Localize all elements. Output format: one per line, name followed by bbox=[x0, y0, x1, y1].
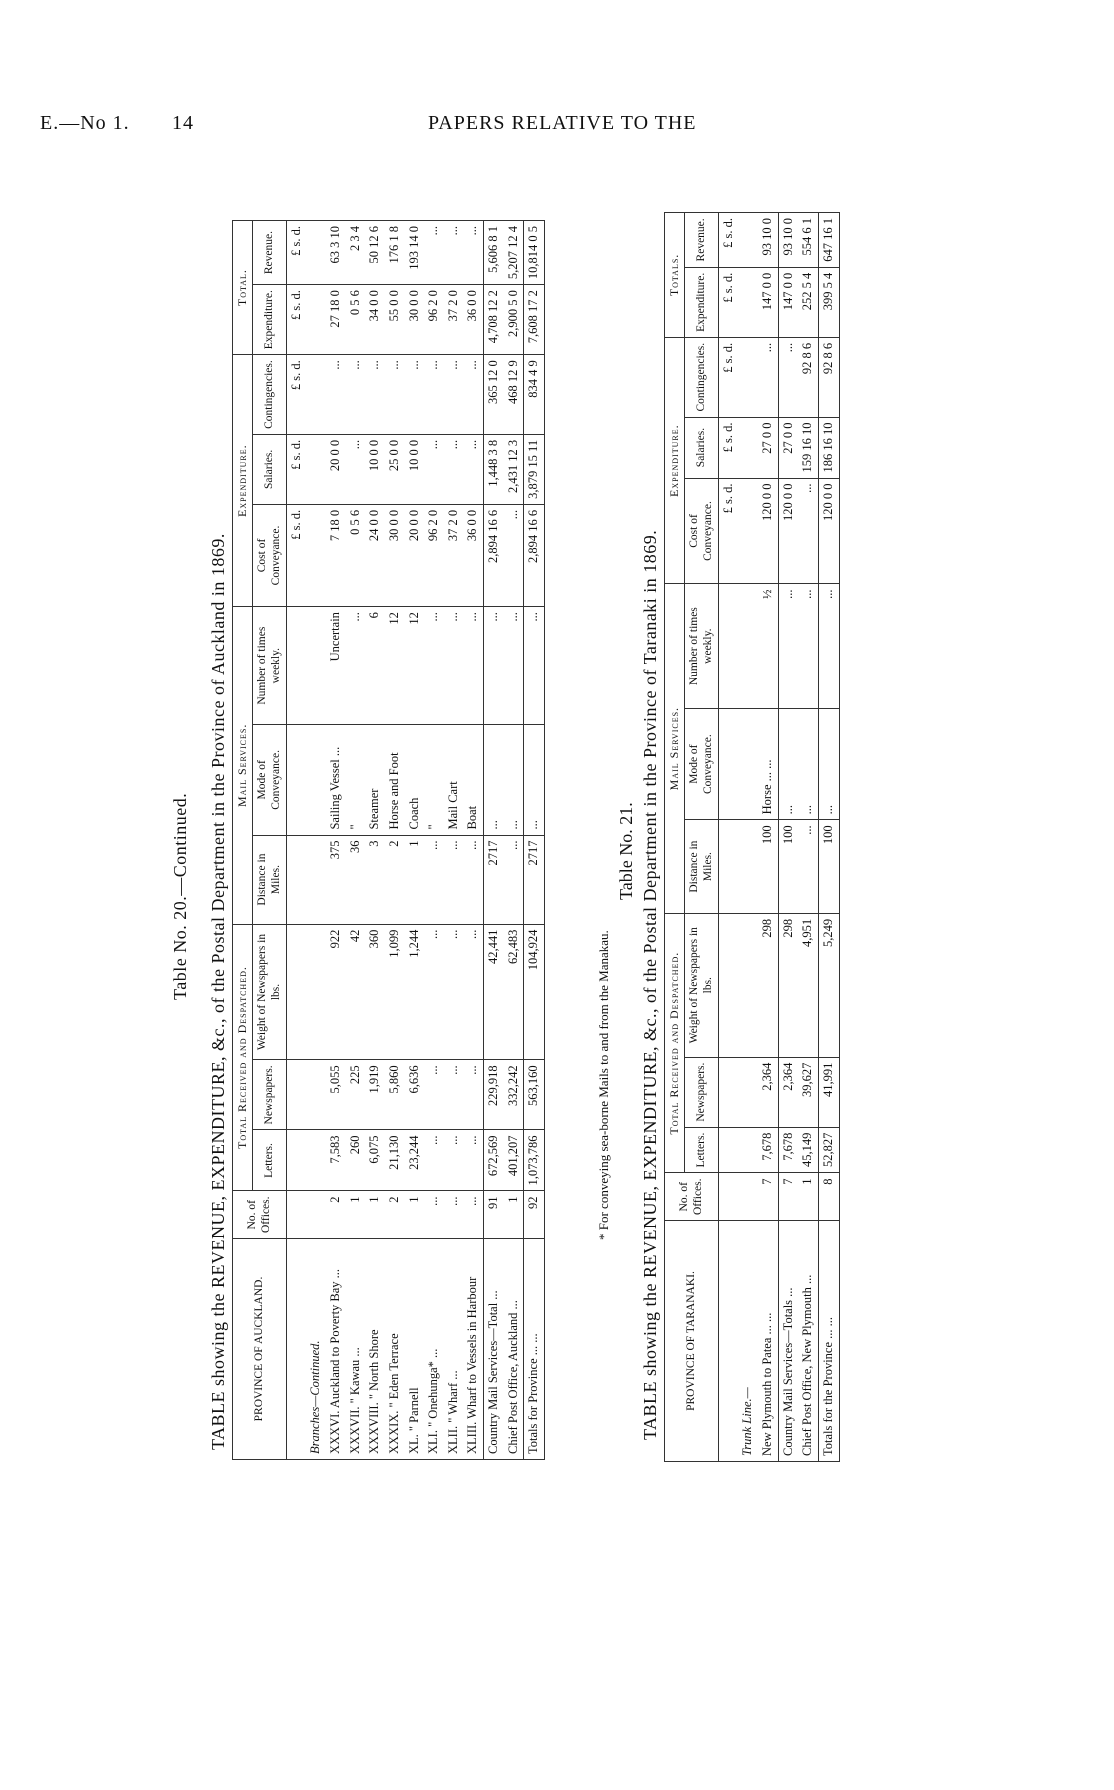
cell-newspapers: 229,918 bbox=[484, 1060, 504, 1130]
t20-h-distance: Distance in Miles. bbox=[253, 835, 287, 924]
t21-h-expenditure: Expenditure. bbox=[665, 337, 685, 584]
cell-distance: 2 bbox=[385, 835, 405, 924]
cell-contingencies: 834 4 9 bbox=[524, 355, 545, 435]
t20-h-cost: Cost of Conveyance. bbox=[253, 504, 287, 606]
cell-distance: 2717 bbox=[524, 835, 545, 924]
cell-contingencies bbox=[738, 337, 758, 417]
t21-h-contingencies: Contingencies. bbox=[685, 337, 719, 417]
cell-expenditure: 34 0 0 bbox=[365, 285, 385, 355]
cell-newspapers: ... bbox=[444, 1060, 464, 1130]
cell-times bbox=[306, 607, 326, 725]
cell-offices: 1 bbox=[365, 1191, 385, 1239]
cell-newspapers bbox=[738, 1057, 758, 1127]
cell-salaries: ... bbox=[444, 434, 464, 504]
cell-revenue: 93 10 0 bbox=[758, 213, 778, 268]
cell-salaries: 3,879 15 11 bbox=[524, 434, 545, 504]
cell-offices: 1 bbox=[504, 1191, 524, 1239]
cell-revenue: ... bbox=[463, 221, 483, 285]
cell-offices: 92 bbox=[524, 1191, 545, 1239]
t20-lsd-contingencies: £ s. d. bbox=[286, 355, 306, 435]
cell-cost: 2,894 16 6 bbox=[524, 504, 545, 606]
t20-lsd-expenditure: £ s. d. bbox=[286, 285, 306, 355]
cell-offices: 2 bbox=[326, 1191, 346, 1239]
table-row bbox=[346, 221, 366, 1460]
cell-distance: ... bbox=[424, 835, 444, 924]
t21-lsd-cost: £ s. d. bbox=[718, 478, 738, 584]
t21-h-salaries: Salaries. bbox=[685, 417, 719, 478]
cell-weight: 298 bbox=[758, 913, 778, 1057]
cell-letters: 401,207 bbox=[504, 1130, 524, 1191]
cell-distance: 1 bbox=[405, 835, 425, 924]
cell-expenditure: 147 0 0 bbox=[758, 267, 778, 337]
cell-mode bbox=[306, 725, 326, 835]
cell-revenue: 93 10 0 bbox=[778, 213, 798, 268]
cell-name: Country Mail Services—Total ... bbox=[484, 1239, 504, 1460]
cell-cost: ... bbox=[504, 504, 524, 606]
cell-cost: 37 2 0 bbox=[444, 504, 464, 606]
cell-mode: Horse and Foot bbox=[385, 725, 405, 835]
cell-weight: ... bbox=[444, 924, 464, 1060]
cell-weight bbox=[738, 913, 758, 1057]
table20-title: TABLE showing the REVENUE, EXPENDITURE, &c., of the Postal Department in the Province of Auckland in 1869. bbox=[208, 533, 228, 1450]
cell-times: Uncertain bbox=[326, 607, 346, 725]
cell-expenditure bbox=[306, 285, 326, 355]
cell-letters: 21,130 bbox=[385, 1130, 405, 1191]
cell-expenditure: 7,608 17 2 bbox=[524, 285, 545, 355]
cell-salaries: 25 0 0 bbox=[385, 434, 405, 504]
cell-distance: ... bbox=[504, 835, 524, 924]
cell-salaries: 2,431 12 3 bbox=[504, 434, 524, 504]
t20-h-province: PROVINCE OF AUCKLAND. bbox=[233, 1239, 287, 1460]
cell-times: ... bbox=[484, 607, 504, 725]
cell-weight: 922 bbox=[326, 924, 346, 1060]
t20-h-salaries: Salaries. bbox=[253, 434, 287, 504]
cell-mode: " bbox=[346, 725, 366, 835]
cell-cost: 0 5 6 bbox=[346, 504, 366, 606]
t21-h-total-received: Total Received and Despatched. bbox=[665, 913, 685, 1173]
cell-name: Totals for the Province ... ... bbox=[818, 1221, 839, 1462]
cell-expenditure: 4,708 12 2 bbox=[484, 285, 504, 355]
cell-distance: 36 bbox=[346, 835, 366, 924]
cell-weight: 360 bbox=[365, 924, 385, 1060]
cell-name: Branches—Continued. bbox=[306, 1239, 326, 1460]
cell-expenditure bbox=[738, 267, 758, 337]
cell-times bbox=[738, 584, 758, 708]
page-number: 14 bbox=[172, 112, 194, 134]
cell-name: Totals for Province ... ... bbox=[524, 1239, 545, 1460]
cell-newspapers: 563,160 bbox=[524, 1060, 545, 1130]
cell-contingencies: ... bbox=[463, 355, 483, 435]
cell-revenue: 5,207 12 4 bbox=[504, 221, 524, 285]
table-row bbox=[484, 221, 504, 1460]
cell-contingencies: 92 8 6 bbox=[798, 337, 818, 417]
cell-distance: ... bbox=[444, 835, 464, 924]
cell-salaries: 20 0 0 bbox=[326, 434, 346, 504]
cell-name: XXXVII. " Kawau ... bbox=[346, 1239, 366, 1460]
cell-weight: 1,099 bbox=[385, 924, 405, 1060]
cell-revenue: 176 1 8 bbox=[385, 221, 405, 285]
cell-weight: 298 bbox=[778, 913, 798, 1057]
cell-mode bbox=[738, 708, 758, 819]
cell-salaries: 10 0 0 bbox=[365, 434, 385, 504]
cell-salaries: 186 16 10 bbox=[818, 417, 839, 478]
t21-h-revenue: Revenue. bbox=[685, 213, 719, 268]
cell-salaries bbox=[738, 417, 758, 478]
cell-newspapers: 6,636 bbox=[405, 1060, 425, 1130]
t20-lsd-revenue: £ s. d. bbox=[286, 221, 306, 285]
cell-name: XLII. " Wharf ... bbox=[444, 1239, 464, 1460]
t21-h-total-expenditure: Expenditure. bbox=[685, 267, 719, 337]
t21-lsd-expenditure: £ s. d. bbox=[718, 267, 738, 337]
cell-times: 12 bbox=[405, 607, 425, 725]
cell-times: 12 bbox=[385, 607, 405, 725]
cell-letters: 6,075 bbox=[365, 1130, 385, 1191]
cell-letters: 7,678 bbox=[758, 1127, 778, 1173]
cell-weight: 1,244 bbox=[405, 924, 425, 1060]
cell-mode: Mail Cart bbox=[444, 725, 464, 835]
cell-offices: ... bbox=[463, 1191, 483, 1239]
cell-contingencies: ... bbox=[405, 355, 425, 435]
cell-offices: ... bbox=[424, 1191, 444, 1239]
cell-mode: ... bbox=[818, 708, 839, 819]
cell-mode: Coach bbox=[405, 725, 425, 835]
t21-h-province: PROVINCE OF TARANAKI. bbox=[665, 1221, 719, 1462]
cell-name: XXXVI. Auckland to Poverty Bay ... bbox=[326, 1239, 346, 1460]
cell-name: XXXIX. " Eden Terrace bbox=[385, 1239, 405, 1460]
cell-mode: Boat bbox=[463, 725, 483, 835]
cell-times: ... bbox=[524, 607, 545, 725]
cell-expenditure: 252 5 4 bbox=[798, 267, 818, 337]
cell-salaries: ... bbox=[424, 434, 444, 504]
cell-newspapers: 5,055 bbox=[326, 1060, 346, 1130]
cell-weight: 42,441 bbox=[484, 924, 504, 1060]
cell-letters bbox=[306, 1130, 326, 1191]
table-row bbox=[424, 221, 444, 1460]
cell-contingencies: ... bbox=[424, 355, 444, 435]
cell-expenditure: 96 2 0 bbox=[424, 285, 444, 355]
cell-contingencies: ... bbox=[778, 337, 798, 417]
cell-newspapers: 225 bbox=[346, 1060, 366, 1130]
cell-offices: ... bbox=[444, 1191, 464, 1239]
cell-newspapers: 1,919 bbox=[365, 1060, 385, 1130]
table20-label: Table No. 20.—Continued. bbox=[170, 792, 190, 1000]
cell-newspapers: 2,364 bbox=[758, 1057, 778, 1127]
cell-times: ... bbox=[424, 607, 444, 725]
cell-name: Chief Post Office, New Plymouth ... bbox=[798, 1221, 818, 1462]
cell-letters: 23,244 bbox=[405, 1130, 425, 1191]
table20 bbox=[232, 220, 545, 1460]
cell-offices: 8 bbox=[818, 1173, 839, 1221]
cell-name: Chief Post Office, Auckland ... bbox=[504, 1239, 524, 1460]
cell-weight: 62,483 bbox=[504, 924, 524, 1060]
cell-revenue bbox=[738, 213, 758, 268]
cell-letters: 7,678 bbox=[778, 1127, 798, 1173]
cell-letters: 52,827 bbox=[818, 1127, 839, 1173]
cell-cost: 96 2 0 bbox=[424, 504, 444, 606]
cell-expenditure: 399 5 4 bbox=[818, 267, 839, 337]
cell-expenditure: 2,900 5 0 bbox=[504, 285, 524, 355]
table-row bbox=[385, 221, 405, 1460]
table-row bbox=[758, 213, 778, 1462]
cell-salaries: ... bbox=[463, 434, 483, 504]
cell-expenditure: 55 0 0 bbox=[385, 285, 405, 355]
cell-cost: 36 0 0 bbox=[463, 504, 483, 606]
cell-expenditure: 147 0 0 bbox=[778, 267, 798, 337]
cell-weight: 4,951 bbox=[798, 913, 818, 1057]
cell-offices: 7 bbox=[758, 1173, 778, 1221]
running-title: PAPERS RELATIVE TO THE bbox=[428, 112, 697, 134]
t21-h-cost: Cost of Conveyance. bbox=[685, 478, 719, 584]
table-row bbox=[463, 221, 483, 1460]
t20-h-newspapers: Newspapers. bbox=[253, 1060, 287, 1130]
cell-cost: ... bbox=[798, 478, 818, 584]
cell-name: New Plymouth to Patea ... ... bbox=[758, 1221, 778, 1462]
cell-letters bbox=[738, 1127, 758, 1173]
cell-contingencies bbox=[306, 355, 326, 435]
cell-mode: Horse ... ... bbox=[758, 708, 778, 819]
cell-salaries bbox=[306, 434, 326, 504]
cell-letters: 260 bbox=[346, 1130, 366, 1191]
t20-lsd-cost: £ s. d. bbox=[286, 504, 306, 606]
page-header bbox=[0, 112, 1114, 142]
cell-weight: 5,249 bbox=[818, 913, 839, 1057]
cell-times: ... bbox=[798, 584, 818, 708]
cell-salaries: 159 16 10 bbox=[798, 417, 818, 478]
cell-newspapers: 41,991 bbox=[818, 1057, 839, 1127]
cell-salaries: 27 0 0 bbox=[758, 417, 778, 478]
cell-offices: 2 bbox=[385, 1191, 405, 1239]
t20-h-times: Number of times weekly. bbox=[253, 607, 287, 725]
cell-weight: ... bbox=[463, 924, 483, 1060]
table21-label: Table No. 21. bbox=[616, 802, 636, 900]
table20-footnote: * For conveying sea-borne Mails to and from the Manakau. bbox=[596, 930, 611, 1240]
t21-lsd-salaries: £ s. d. bbox=[718, 417, 738, 478]
cell-offices bbox=[738, 1173, 758, 1221]
t20-h-mail-services: Mail Services. bbox=[233, 607, 253, 925]
cell-expenditure: 30 0 0 bbox=[405, 285, 425, 355]
cell-weight: 104,924 bbox=[524, 924, 545, 1060]
table21-body bbox=[738, 213, 839, 1462]
cell-cost bbox=[738, 478, 758, 584]
t20-h-total-expenditure: Expenditure. bbox=[253, 285, 287, 355]
cell-revenue: 5,606 8 1 bbox=[484, 221, 504, 285]
cell-contingencies: ... bbox=[758, 337, 778, 417]
cell-distance: ... bbox=[798, 820, 818, 914]
cell-times: 6 bbox=[365, 607, 385, 725]
t21-h-mail-services: Mail Services. bbox=[665, 584, 685, 913]
t21-h-offices: No. of Offices. bbox=[665, 1173, 719, 1221]
cell-newspapers: ... bbox=[424, 1060, 444, 1130]
cell-expenditure: 37 2 0 bbox=[444, 285, 464, 355]
cell-name: XLI. " Onehunga* ... bbox=[424, 1239, 444, 1460]
cell-distance: ... bbox=[463, 835, 483, 924]
cell-times: ... bbox=[778, 584, 798, 708]
table20-container bbox=[232, 220, 545, 1460]
table21-container bbox=[664, 212, 840, 1462]
cell-cost: 120 0 0 bbox=[758, 478, 778, 584]
table-row bbox=[818, 213, 839, 1462]
t20-h-total: Total. bbox=[233, 221, 253, 355]
t21-h-mode: Mode of Conveyance. bbox=[685, 708, 719, 819]
cell-offices: 91 bbox=[484, 1191, 504, 1239]
cell-mode: ... bbox=[524, 725, 545, 835]
cell-revenue: 647 16 1 bbox=[818, 213, 839, 268]
cell-name: Country Mail Services—Totals ... bbox=[778, 1221, 798, 1462]
cell-cost: 7 18 0 bbox=[326, 504, 346, 606]
t20-h-revenue: Revenue. bbox=[253, 221, 287, 285]
t20-h-expenditure: Expenditure. bbox=[233, 355, 253, 607]
cell-contingencies: ... bbox=[385, 355, 405, 435]
cell-cost: 120 0 0 bbox=[818, 478, 839, 584]
table20-body bbox=[306, 221, 544, 1460]
t20-h-contingencies: Contingencies. bbox=[253, 355, 287, 435]
t21-h-totals: Totals. bbox=[665, 213, 685, 338]
cell-offices bbox=[306, 1191, 326, 1239]
table-row bbox=[326, 221, 346, 1460]
cell-offices: 7 bbox=[778, 1173, 798, 1221]
cell-distance: 3 bbox=[365, 835, 385, 924]
t21-h-newspapers: Newspapers. bbox=[685, 1057, 719, 1127]
cell-name: XLIII. Wharf to Vessels in Harbour bbox=[463, 1239, 483, 1460]
cell-mode: ... bbox=[504, 725, 524, 835]
t20-h-offices: No. of Offices. bbox=[233, 1191, 287, 1239]
cell-weight: ... bbox=[424, 924, 444, 1060]
cell-revenue: ... bbox=[444, 221, 464, 285]
cell-offices: 1 bbox=[798, 1173, 818, 1221]
cell-cost: 2,894 16 6 bbox=[484, 504, 504, 606]
cell-letters: ... bbox=[463, 1130, 483, 1191]
cell-mode: Sailing Vessel ... bbox=[326, 725, 346, 835]
cell-offices: 1 bbox=[405, 1191, 425, 1239]
table-row bbox=[444, 221, 464, 1460]
cell-revenue: 10,814 0 5 bbox=[524, 221, 545, 285]
cell-salaries: 10 0 0 bbox=[405, 434, 425, 504]
table-row bbox=[738, 213, 758, 1462]
table21-title: TABLE showing the REVENUE, EXPENDITURE, &c., of the Postal Department in the Province of Taranaki in 1869. bbox=[640, 529, 660, 1440]
cell-contingencies: ... bbox=[346, 355, 366, 435]
cell-distance bbox=[306, 835, 326, 924]
table21 bbox=[664, 212, 840, 1462]
cell-weight: 42 bbox=[346, 924, 366, 1060]
cell-revenue bbox=[306, 221, 326, 285]
cell-letters: ... bbox=[424, 1130, 444, 1191]
doc-reference: E.—No 1. bbox=[40, 112, 130, 134]
cell-name: XL. " Parnell bbox=[405, 1239, 425, 1460]
cell-contingencies: 365 12 0 bbox=[484, 355, 504, 435]
cell-expenditure: 0 5 6 bbox=[346, 285, 366, 355]
table-row bbox=[365, 221, 385, 1460]
cell-distance: 100 bbox=[758, 820, 778, 914]
t20-h-weight: Weight of Newspapers in lbs. bbox=[253, 924, 287, 1060]
cell-contingencies: 468 12 9 bbox=[504, 355, 524, 435]
cell-revenue: ... bbox=[424, 221, 444, 285]
cell-times: ... bbox=[444, 607, 464, 725]
cell-times: ... bbox=[346, 607, 366, 725]
cell-salaries: ... bbox=[346, 434, 366, 504]
cell-times: ... bbox=[504, 607, 524, 725]
table-row bbox=[405, 221, 425, 1460]
cell-newspapers: 5,860 bbox=[385, 1060, 405, 1130]
cell-cost: 24 0 0 bbox=[365, 504, 385, 606]
t21-h-times: Number of times weekly. bbox=[685, 584, 719, 708]
cell-times: ... bbox=[818, 584, 839, 708]
cell-revenue: 554 6 1 bbox=[798, 213, 818, 268]
cell-salaries: 1,448 3 8 bbox=[484, 434, 504, 504]
cell-newspapers: ... bbox=[463, 1060, 483, 1130]
t20-h-total-received: Total Received and Despatched. bbox=[233, 924, 253, 1191]
cell-revenue: 50 12 6 bbox=[365, 221, 385, 285]
t20-h-mode: Mode of Conveyance. bbox=[253, 725, 287, 835]
cell-letters: 45,149 bbox=[798, 1127, 818, 1173]
cell-weight bbox=[306, 924, 326, 1060]
cell-newspapers bbox=[306, 1060, 326, 1130]
cell-mode: ... bbox=[778, 708, 798, 819]
cell-mode: ... bbox=[484, 725, 504, 835]
cell-name: Trunk Line.— bbox=[738, 1221, 758, 1462]
cell-letters: ... bbox=[444, 1130, 464, 1191]
t20-h-letters: Letters. bbox=[253, 1130, 287, 1191]
t21-h-letters: Letters. bbox=[685, 1127, 719, 1173]
cell-contingencies: ... bbox=[444, 355, 464, 435]
cell-offices: 1 bbox=[346, 1191, 366, 1239]
cell-expenditure: 27 18 0 bbox=[326, 285, 346, 355]
t21-lsd-contingencies: £ s. d. bbox=[718, 337, 738, 417]
cell-newspapers: 2,364 bbox=[778, 1057, 798, 1127]
cell-mode: " bbox=[424, 725, 444, 835]
cell-letters: 1,073,786 bbox=[524, 1130, 545, 1191]
cell-name: XXXVIII. " North Shore bbox=[365, 1239, 385, 1460]
cell-letters: 672,569 bbox=[484, 1130, 504, 1191]
cell-mode: ... bbox=[798, 708, 818, 819]
cell-contingencies: 92 8 6 bbox=[818, 337, 839, 417]
cell-expenditure: 36 0 0 bbox=[463, 285, 483, 355]
cell-revenue: 193 14 0 bbox=[405, 221, 425, 285]
t20-lsd-salaries: £ s. d. bbox=[286, 434, 306, 504]
cell-contingencies: ... bbox=[365, 355, 385, 435]
cell-salaries: 27 0 0 bbox=[778, 417, 798, 478]
t21-h-weight: Weight of Newspapers in lbs. bbox=[685, 913, 719, 1057]
table-row bbox=[798, 213, 818, 1462]
cell-cost: 30 0 0 bbox=[385, 504, 405, 606]
cell-distance: 375 bbox=[326, 835, 346, 924]
cell-times: ... bbox=[463, 607, 483, 725]
table-row bbox=[306, 221, 326, 1460]
cell-mode: Steamer bbox=[365, 725, 385, 835]
table-row bbox=[778, 213, 798, 1462]
cell-cost: 120 0 0 bbox=[778, 478, 798, 584]
cell-revenue: 2 3 4 bbox=[346, 221, 366, 285]
cell-cost: 20 0 0 bbox=[405, 504, 425, 606]
cell-distance: 2717 bbox=[484, 835, 504, 924]
cell-letters: 7,583 bbox=[326, 1130, 346, 1191]
cell-revenue: 63 3 10 bbox=[326, 221, 346, 285]
table-row bbox=[524, 221, 545, 1460]
cell-distance: 100 bbox=[818, 820, 839, 914]
cell-newspapers: 332,242 bbox=[504, 1060, 524, 1130]
cell-times: ½ bbox=[758, 584, 778, 708]
cell-cost bbox=[306, 504, 326, 606]
cell-distance: 100 bbox=[778, 820, 798, 914]
t21-lsd-revenue: £ s. d. bbox=[718, 213, 738, 268]
t21-h-distance: Distance in Miles. bbox=[685, 820, 719, 914]
cell-newspapers: 39,627 bbox=[798, 1057, 818, 1127]
cell-distance bbox=[738, 820, 758, 914]
table-row bbox=[504, 221, 524, 1460]
cell-contingencies: ... bbox=[326, 355, 346, 435]
